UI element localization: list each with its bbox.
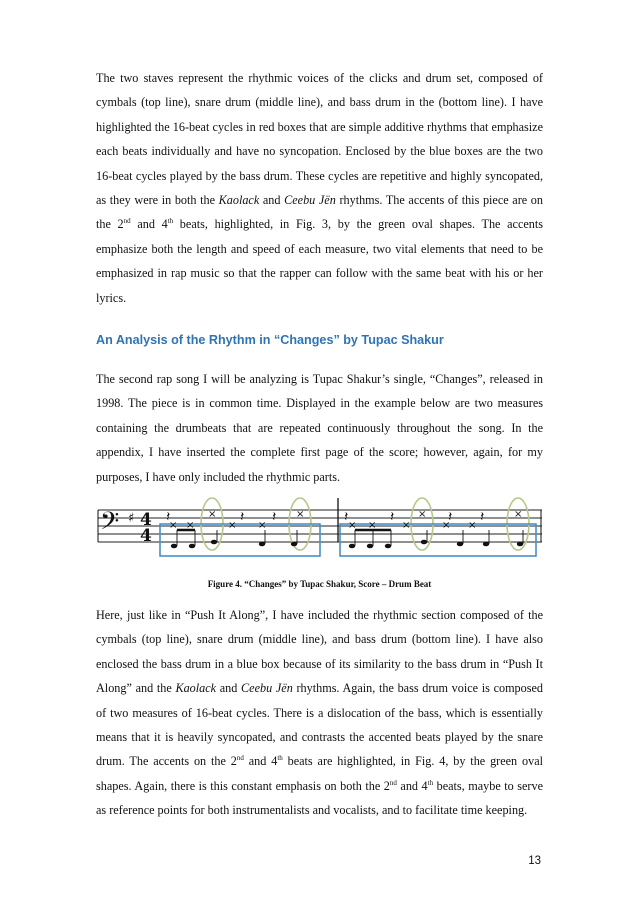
superscript: th <box>277 754 283 763</box>
text-run: Here, just like in “Push It Along”, I have included the rhythmic section composed of the cymbals (top line), snare drum (middle line), and bass drum (bottom line). I have also enclosed the bass drum in a blue box because of its similarity to the bass drum in “Push It Along” and the <box>96 608 543 696</box>
italic-term-kaolack: Kaolack <box>175 681 217 696</box>
text-run: beats, maybe to serve as reference points for both instrumentalists and vocalists, and to facilitate time keeping. <box>96 778 543 818</box>
svg-text:×: × <box>348 520 357 531</box>
italic-term-ceebu-jen: Ceebu Jën <box>284 193 336 208</box>
cymbal-notes <box>169 509 304 531</box>
text-run: and 4 <box>396 778 428 793</box>
text-run: and 4 <box>243 754 278 769</box>
rests <box>344 509 484 525</box>
bass-drum-notes <box>171 530 297 548</box>
key-signature-sharp-icon: ♯ <box>128 511 135 526</box>
text-run: The two staves represent the rhythmic voices of the clicks and drum set, composed of cymbals (top line), snare drum (middle line), and bass drum in the (bottom line). I have highlighted the 16-beat cycles in red boxes that are simple additive rhythms that emphasize each beats individually and have no syncopation. Enclosed by the blue boxes are the two 16-beat cycles played by the bass drum. These cycles are repetitive and highly syncopated, as they were in both the <box>96 71 543 208</box>
bass-clef-icon: 𝄢 <box>100 507 120 542</box>
italic-term-ceebu-jen: Ceebu Jën <box>241 681 293 696</box>
svg-text:𝄽: 𝄽 <box>344 509 349 525</box>
svg-text:×: × <box>186 520 195 531</box>
text-run: beats are highlighted, in Fig. 4, by the green oval shapes. Again, there is this constant emphasis on both the 2 <box>96 754 543 793</box>
text-run: and <box>259 193 285 208</box>
svg-text:×: × <box>228 520 237 531</box>
superscript: nd <box>123 217 131 226</box>
time-signature-bottom: 4 <box>140 526 152 546</box>
svg-text:×: × <box>418 509 427 520</box>
paragraph-changes-intro: The second rap song I will be analyzing is Tupac Shakur’s single, “Changes”, released in 1998. The piece is in common time. Displayed in the example below are two measures containing the drumbeats that are repeated continuously throughout the song. In the appendix, I have inserted the complete first page of the score; however, again, for my purposes, I have only included the rhythmic parts. <box>96 372 543 484</box>
cymbal-notes <box>348 509 522 531</box>
svg-text:𝄽: 𝄽 <box>240 509 245 525</box>
svg-text:×: × <box>442 520 451 531</box>
svg-text:×: × <box>468 520 477 531</box>
italic-term-kaolack: Kaolack <box>218 193 260 208</box>
svg-text:𝄽: 𝄽 <box>390 509 395 525</box>
text-run: and <box>216 681 242 696</box>
svg-text:𝄽: 𝄽 <box>448 509 453 525</box>
superscript: nd <box>389 778 397 787</box>
superscript: nd <box>236 754 244 763</box>
superscript: th <box>427 778 434 787</box>
time-signature-top: 4 <box>140 510 152 530</box>
page-number: 13 <box>528 855 541 867</box>
svg-text:𝄽: 𝄽 <box>480 509 485 525</box>
bass-drum-box <box>160 524 320 556</box>
svg-text:𝄽: 𝄽 <box>166 509 171 525</box>
text-run: rhythms. The accents of this piece are on the 2 <box>96 193 543 232</box>
measure-2 <box>340 498 536 556</box>
figure-caption: Figure 4. “Changes” by Tupac Shakur, Score – Drum Beat <box>207 579 432 589</box>
drum-beat-score-figure <box>90 484 550 564</box>
svg-text:×: × <box>296 509 305 520</box>
text-run: rhythms. Again, the bass drum voice is composed of two measures of 16-beat cycles. There is a dislocation of the bass, which is essentially means that it is heavily syncopated, and contrasts the accented beats played by the snare drum. The accents on the 2 <box>96 681 543 769</box>
svg-text:×: × <box>208 509 217 520</box>
superscript: th <box>167 217 174 226</box>
section-heading: An Analysis of the Rhythm in “Changes” by Tupac Shakur <box>96 333 444 347</box>
bass-drum-notes <box>349 530 523 548</box>
svg-text:𝄽: 𝄽 <box>272 509 277 525</box>
svg-text:×: × <box>368 520 377 531</box>
svg-text:×: × <box>514 509 523 520</box>
text-run: beats, highlighted, in Fig. 3, by the green oval shapes. The accents emphasize both the length and speed of each measure, two vital elements that need to be emphasized in rap music so that the rapper can follow with the same beat with his or her lyrics. <box>96 217 543 305</box>
measure-1 <box>160 498 320 556</box>
text-run: and 4 <box>130 217 168 232</box>
svg-text:×: × <box>258 520 267 531</box>
paragraph-changes-analysis <box>96 603 543 823</box>
svg-text:×: × <box>402 520 411 531</box>
svg-text:×: × <box>169 520 178 531</box>
paragraph-push-it-along-analysis <box>96 66 543 310</box>
